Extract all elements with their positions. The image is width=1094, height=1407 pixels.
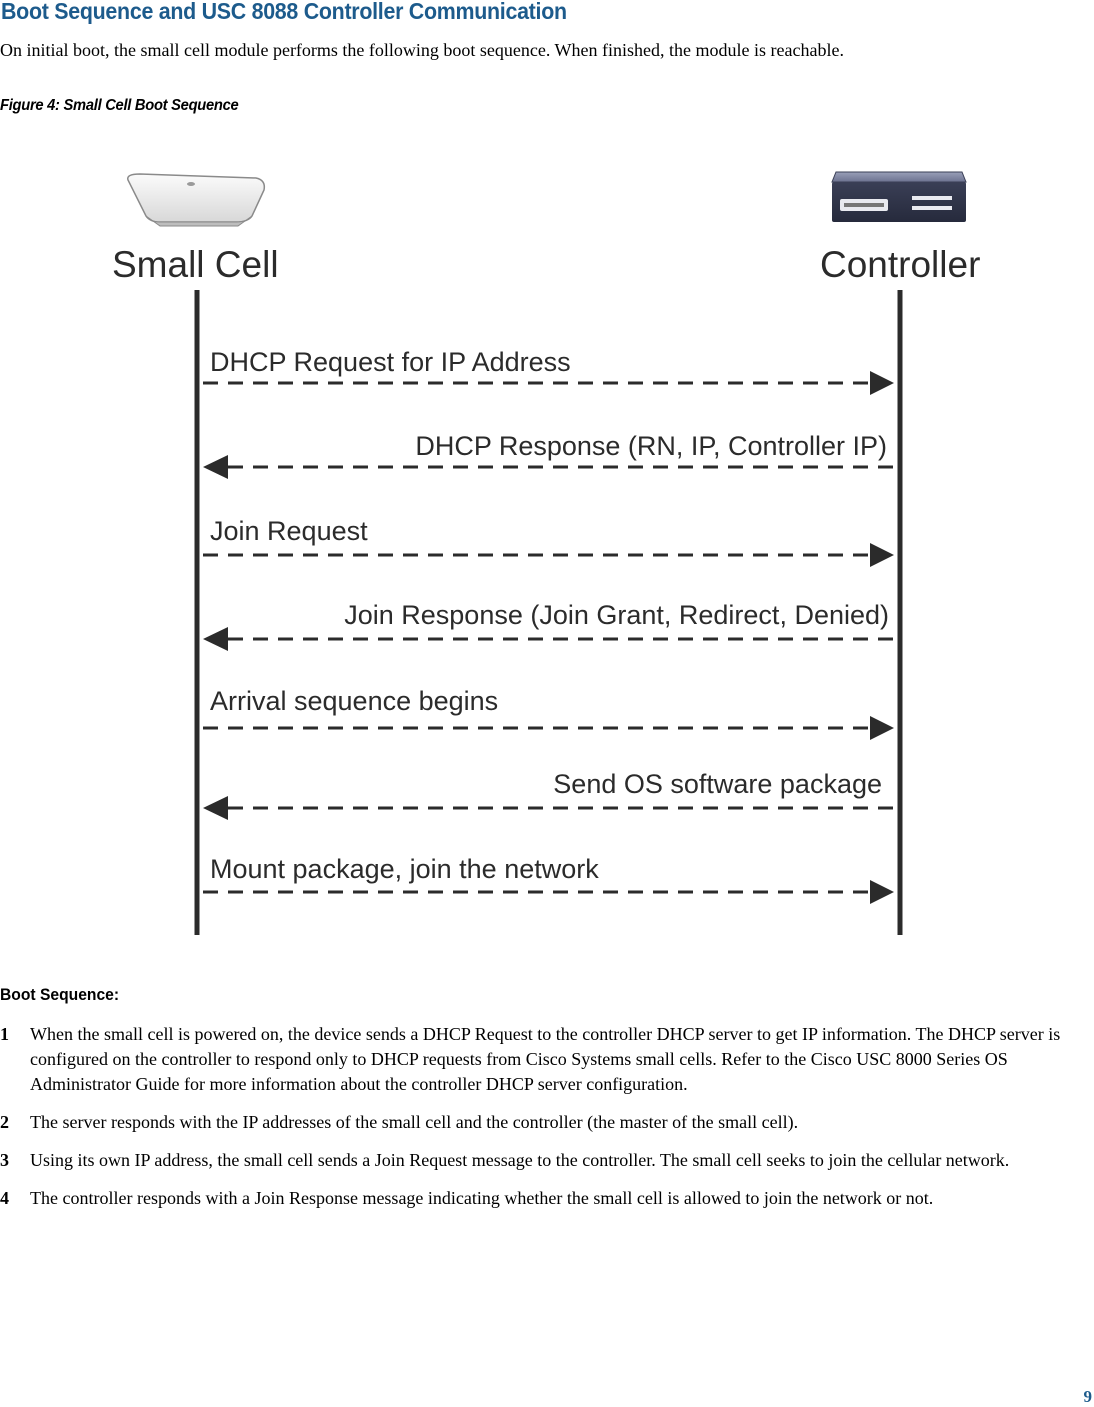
section-heading: Boot Sequence: (0, 985, 120, 1004)
message-label: Join Request (210, 516, 368, 546)
list-item (0, 1110, 1094, 1135)
arrow-left-icon (203, 627, 228, 651)
arrow-right-icon (870, 716, 894, 740)
message-mount-package (203, 854, 894, 904)
message-arrival-sequence (203, 686, 894, 740)
message-dhcp-request (203, 347, 894, 395)
list-item (0, 1186, 1094, 1211)
figure-caption: Figure 4: Small Cell Boot Sequence (0, 97, 239, 114)
controller-label: Controller (820, 244, 981, 285)
arrow-left-icon (203, 455, 228, 479)
step-text: The controller responds with a Join Response message indicating whether the small cell is allowed to join the network or not. (30, 1188, 934, 1208)
step-number: 2 (0, 1112, 9, 1132)
message-send-os-package (203, 769, 894, 820)
arrow-left-icon (203, 796, 228, 820)
small-cell-label: Small Cell (112, 244, 279, 285)
message-label: DHCP Request for IP Address (210, 347, 571, 377)
step-text: Using its own IP address, the small cell sends a Join Request message to the controller. The small cell seeks to join the cellular network. (30, 1150, 1010, 1170)
arrow-right-icon (870, 880, 894, 904)
step-text: The server responds with the IP addresses of the small cell and the controller (the master of the small cell). (30, 1112, 799, 1132)
message-label: Join Response (Join Grant, Redirect, Denied) (344, 600, 889, 630)
message-join-request (203, 516, 894, 567)
intro-paragraph: On initial boot, the small cell module performs the following boot sequence. When finished, the module is reachable. (0, 40, 844, 60)
arrow-right-icon (870, 543, 894, 567)
message-label: DHCP Response (RN, IP, Controller IP) (415, 431, 887, 461)
list-item (0, 1148, 1094, 1173)
message-dhcp-response (203, 431, 894, 479)
page-heading: Boot Sequence and USC 8088 Controller Communication (1, 0, 567, 24)
boot-steps-list (0, 1022, 1094, 1224)
message-label: Arrival sequence begins (210, 686, 499, 716)
arrow-right-icon (870, 371, 894, 395)
list-item (0, 1022, 1094, 1097)
message-label: Send OS software package (553, 769, 882, 799)
message-join-response (203, 600, 894, 651)
controller-device-icon (832, 172, 966, 222)
step-number: 1 (0, 1024, 9, 1044)
boot-sequence-diagram (0, 130, 1094, 950)
step-text: When the small cell is powered on, the device sends a DHCP Request to the controller DHCP server to get IP information. The DHCP server is configured on the controller to respond only to DHCP requests from Cisco Systems small cells. Refer to the Cisco USC 8000 Series OS Administrator Guide for more information about the controller DHCP server configuration. (30, 1024, 1061, 1094)
page-number: 9 (1083, 1387, 1092, 1406)
message-label: Mount package, join the network (210, 854, 599, 884)
small-cell-device-icon (128, 174, 265, 226)
step-number: 3 (0, 1150, 9, 1170)
step-number: 4 (0, 1188, 9, 1208)
